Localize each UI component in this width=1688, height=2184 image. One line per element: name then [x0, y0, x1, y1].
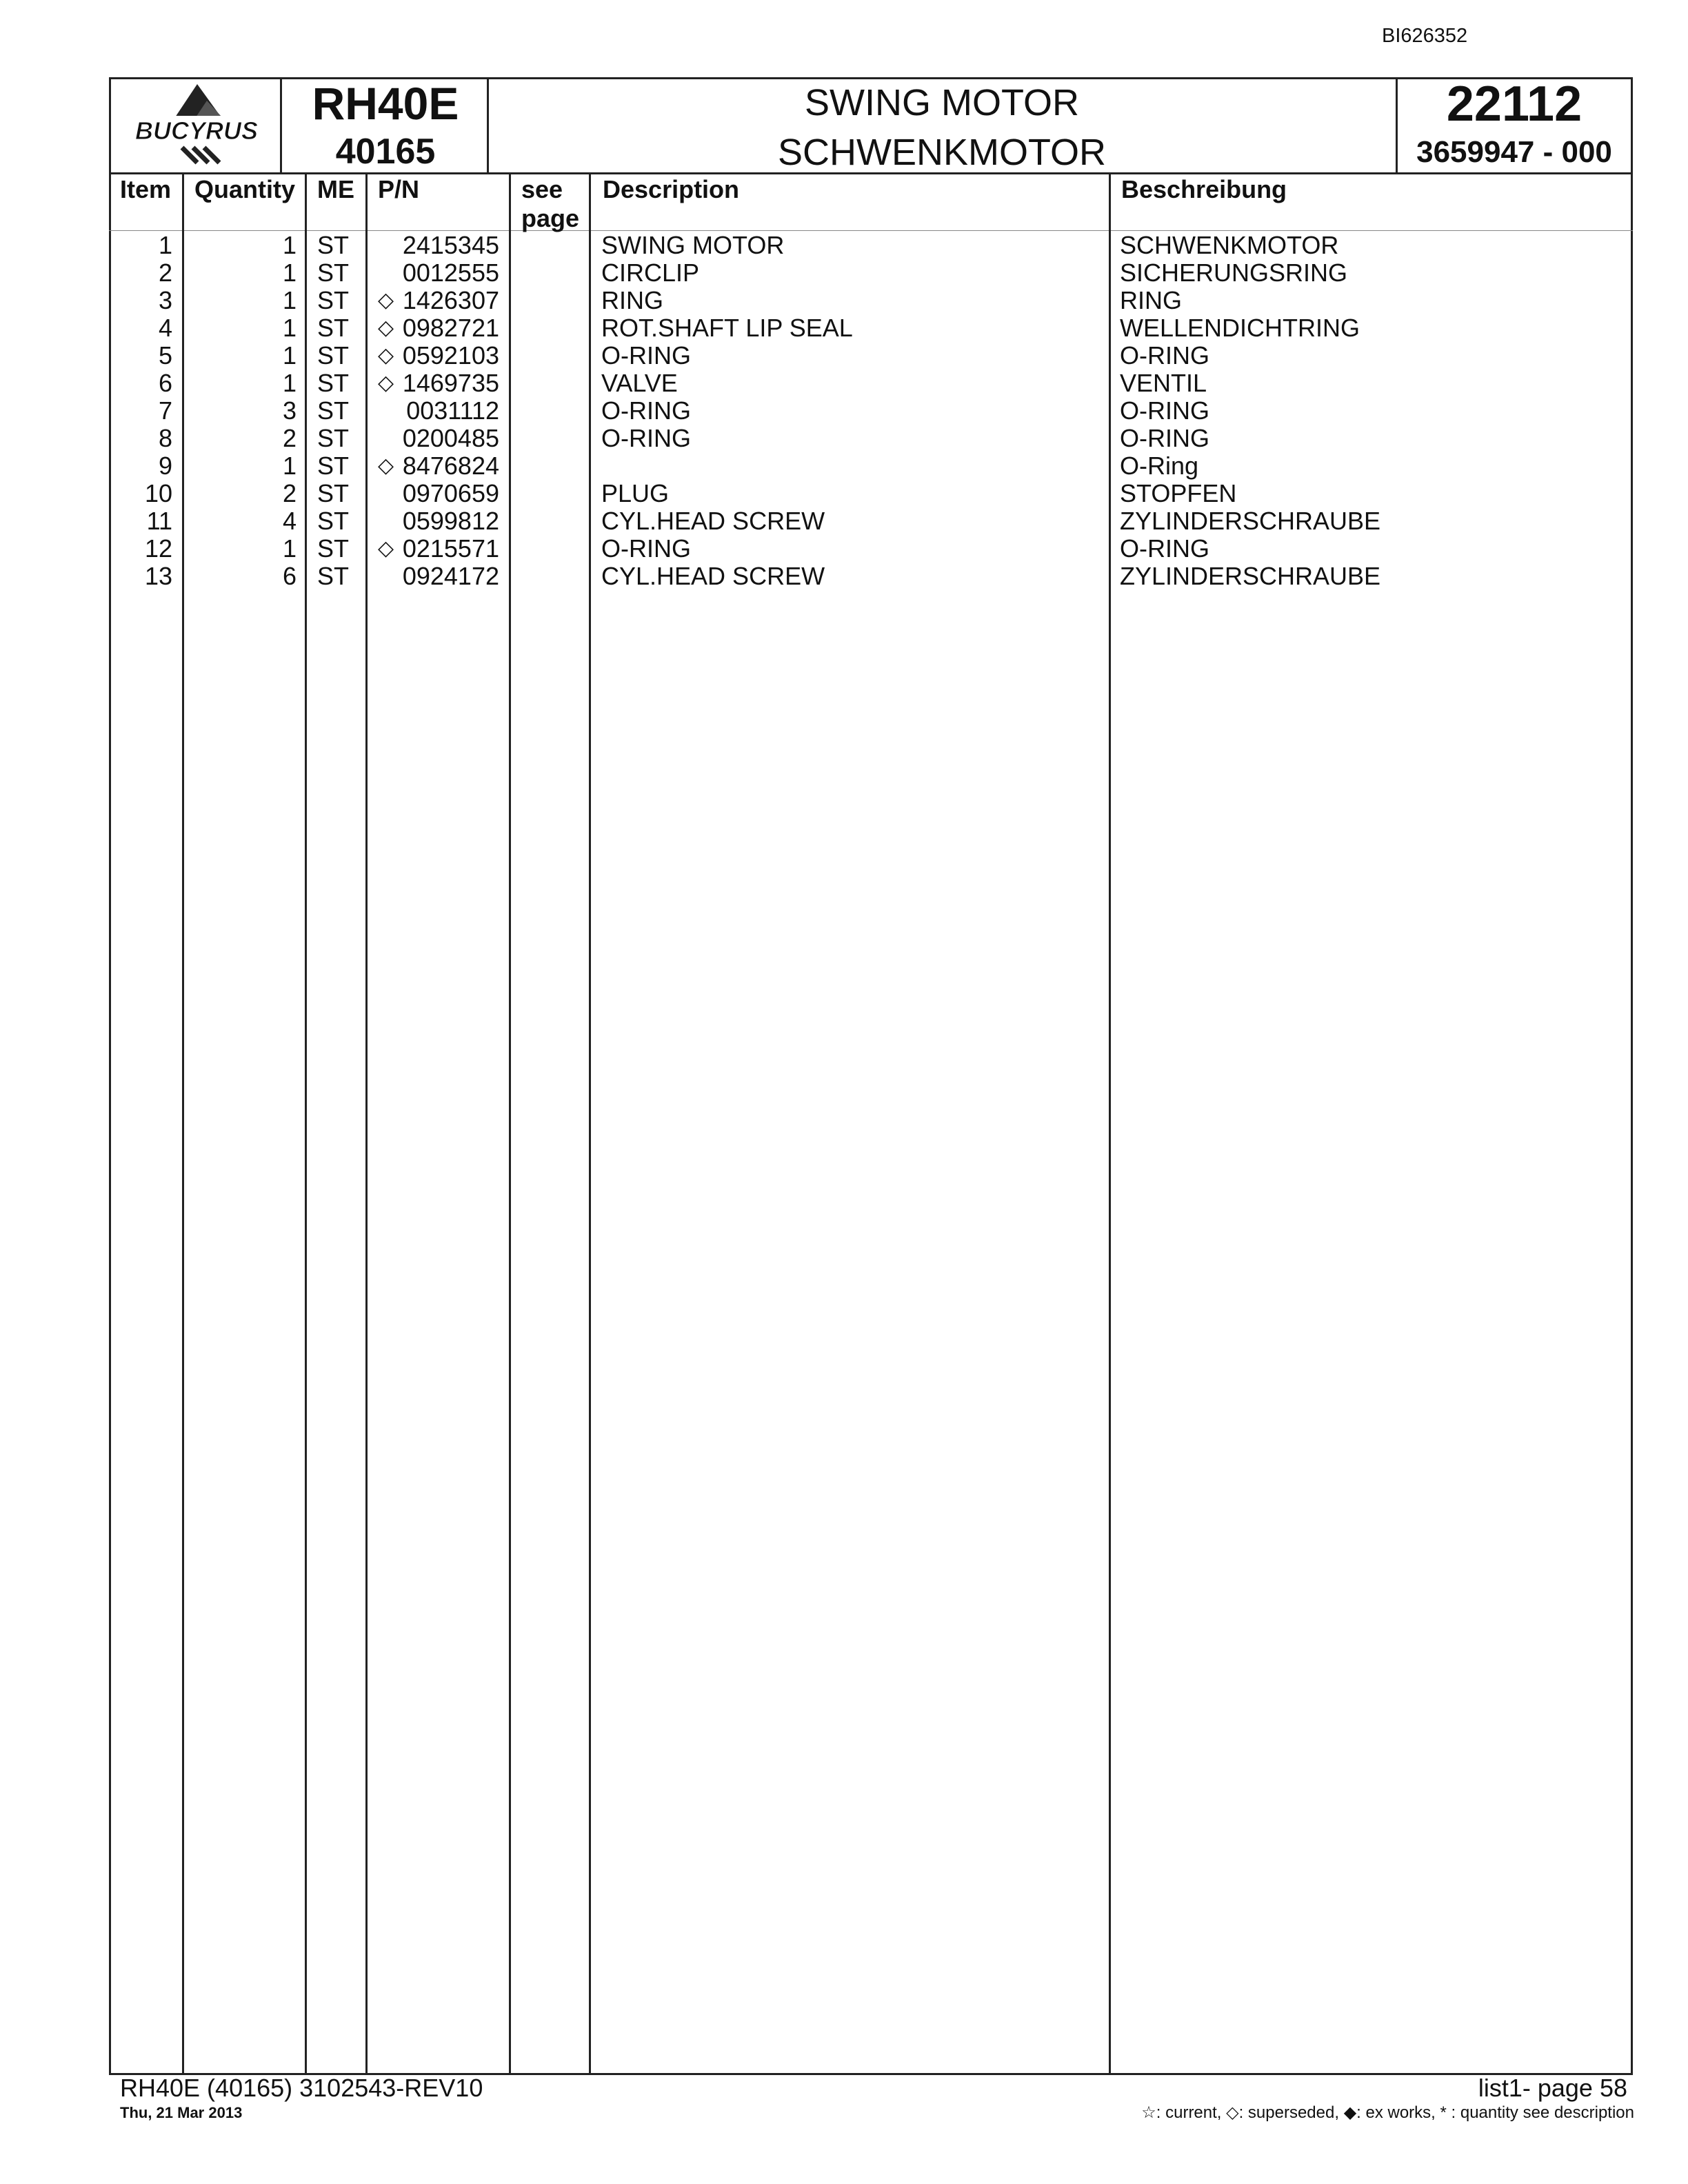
cell-quantity: 1 [282, 286, 297, 314]
cell-beschreibung: ZYLINDERSCHRAUBE [1120, 562, 1381, 590]
cell-item: 2 [158, 259, 172, 287]
cell-description: PLUG [601, 479, 670, 507]
superseded-icon: ◇ [378, 537, 394, 560]
cell-description: O-RING [601, 341, 691, 370]
footer-page-reference: list1- page 58 [1478, 2074, 1627, 2102]
cell-part-number: 0970659 [402, 479, 499, 507]
col-header-page: page [521, 204, 580, 232]
cell-quantity: 1 [282, 231, 297, 259]
cell-description: CYL.HEAD SCREW [601, 507, 825, 535]
cell-part-number: 0200485 [402, 424, 499, 452]
cell-beschreibung: ZYLINDERSCHRAUBE [1120, 507, 1381, 535]
superseded-icon: ◇ [378, 454, 394, 477]
cell-item: 11 [146, 507, 172, 535]
col-sep-pn [509, 172, 511, 2075]
col-header-pn: P/N [378, 175, 420, 203]
cell-part-number: 0982721 [402, 314, 499, 342]
col-header-me: ME [317, 175, 354, 203]
cell-item: 5 [158, 341, 172, 370]
cell-me: ST [317, 341, 350, 370]
col-header-see: see [521, 175, 563, 203]
cell-quantity: 1 [282, 341, 297, 370]
cell-part-number: 1426307 [402, 286, 499, 314]
cell-quantity: 2 [282, 479, 297, 507]
cell-description: O-RING [601, 534, 691, 563]
cell-part-number: 0012555 [402, 259, 499, 287]
cell-item: 4 [158, 314, 172, 342]
cell-item: 13 [144, 562, 172, 590]
cell-beschreibung: STOPFEN [1120, 479, 1237, 507]
document-number: 3659947 - 000 [1416, 135, 1612, 169]
cell-me: ST [317, 452, 350, 480]
cell-beschreibung: O-RING [1120, 396, 1209, 425]
cell-description: RING [601, 286, 663, 314]
footer-date: Thu, 21 Mar 2013 [120, 2104, 243, 2121]
cell-item: 8 [158, 424, 172, 452]
cell-description: VALVE [601, 369, 678, 397]
cell-quantity: 6 [282, 562, 297, 590]
col-header-item: Item [120, 175, 172, 203]
title-english: SWING MOTOR [805, 82, 1079, 123]
col-sep-item [182, 172, 184, 2075]
cell-description: CIRCLIP [601, 259, 700, 287]
cell-quantity: 4 [282, 507, 297, 535]
cell-me: ST [317, 231, 350, 259]
cell-beschreibung: SCHWENKMOTOR [1120, 231, 1339, 259]
cell-item: 12 [144, 534, 172, 563]
cell-item: 1 [158, 231, 172, 259]
cell-me: ST [317, 314, 350, 342]
cell-beschreibung: RING [1120, 286, 1182, 314]
star-icon: ☆ [1141, 2103, 1156, 2122]
cell-me: ST [317, 507, 350, 535]
col-header-quantity: Quantity [194, 175, 296, 203]
col-sep-see [589, 172, 591, 2075]
cell-description: SWING MOTOR [601, 231, 785, 259]
cell-quantity: 2 [282, 424, 297, 452]
cell-quantity: 1 [282, 369, 297, 397]
cell-item: 9 [158, 452, 172, 480]
cell-quantity: 1 [282, 259, 297, 287]
bucyrus-logo [116, 80, 277, 174]
cell-quantity: 3 [282, 396, 297, 425]
cell-me: ST [317, 286, 350, 314]
cell-beschreibung: O-RING [1120, 534, 1209, 563]
col-sep-qty [305, 172, 307, 2075]
symbol-legend [1062, 2103, 1634, 2123]
cell-description: O-RING [601, 396, 691, 425]
serial-number: 40165 [335, 132, 436, 172]
footer-document-reference: RH40E (40165) 3102543-REV10 [120, 2074, 483, 2102]
cell-me: ST [317, 259, 350, 287]
cell-part-number: 0215571 [402, 534, 499, 563]
cell-part-number: 0031112 [406, 396, 499, 425]
cell-quantity: 1 [282, 534, 297, 563]
cell-item: 6 [158, 369, 172, 397]
group-number: 22112 [1446, 77, 1582, 132]
cell-quantity: 1 [282, 314, 297, 342]
cell-quantity: 1 [282, 452, 297, 480]
cell-me: ST [317, 534, 350, 563]
cell-beschreibung: WELLENDICHTRING [1120, 314, 1360, 342]
cell-me: ST [317, 369, 350, 397]
cell-part-number: 0599812 [402, 507, 499, 535]
document-id: BI626352 [1382, 25, 1468, 47]
header-sep-logo [280, 77, 282, 174]
col-header-description: Description [603, 175, 740, 203]
cell-beschreibung: VENTIL [1120, 369, 1207, 397]
cell-beschreibung: O-RING [1120, 424, 1209, 452]
col-sep-desc [1109, 172, 1111, 2075]
cell-item: 7 [158, 396, 172, 425]
cell-item: 3 [158, 286, 172, 314]
cell-me: ST [317, 396, 350, 425]
title-german: SCHWENKMOTOR [777, 132, 1106, 173]
cell-item: 10 [144, 479, 172, 507]
col-sep-me [365, 172, 368, 2075]
cell-me: ST [317, 479, 350, 507]
cell-part-number: 1469735 [402, 369, 499, 397]
cell-beschreibung: SICHERUNGSRING [1120, 259, 1348, 287]
cell-description: ROT.SHAFT LIP SEAL [601, 314, 853, 342]
cell-beschreibung: O-Ring [1120, 452, 1199, 480]
superseded-icon: ◇ [378, 372, 394, 394]
cell-part-number: 0592103 [402, 341, 499, 370]
superseded-icon: ◇ [378, 316, 394, 339]
cell-part-number: 2415345 [402, 231, 499, 259]
cell-beschreibung: O-RING [1120, 341, 1209, 370]
cell-part-number: 8476824 [402, 452, 499, 480]
cell-me: ST [317, 562, 350, 590]
cell-me: ST [317, 424, 350, 452]
svg-text:BUCYRUS: BUCYRUS [134, 117, 259, 145]
superseded-icon: ◇ [378, 344, 394, 367]
cell-part-number: 0924172 [402, 562, 499, 590]
cell-description: CYL.HEAD SCREW [601, 562, 825, 590]
model-name: RH40E [312, 78, 459, 129]
legend-text: : current, ◇: superseded, ◆: ex works, * : quantity see description [1156, 2103, 1634, 2122]
cell-description: O-RING [601, 424, 691, 452]
superseded-icon: ◇ [378, 289, 394, 312]
col-header-beschreibung: Beschreibung [1121, 175, 1287, 203]
